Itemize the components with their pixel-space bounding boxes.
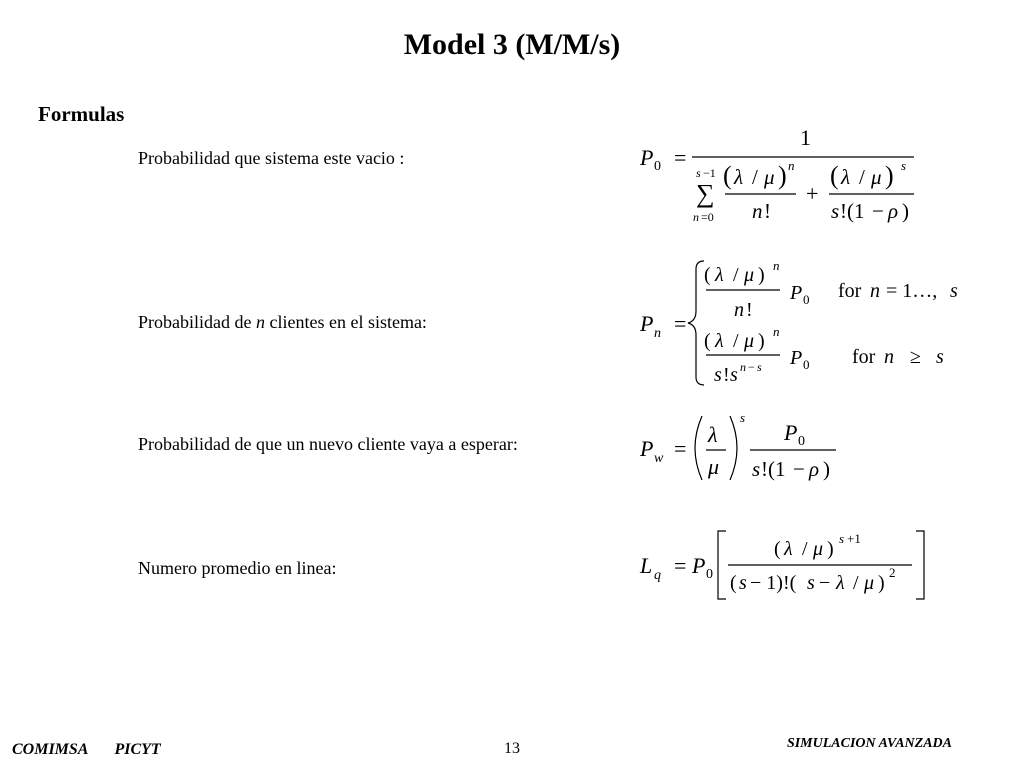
- svg-text:(: (: [723, 161, 732, 190]
- svg-text:): ): [758, 264, 765, 286]
- svg-text:n: n: [788, 158, 795, 173]
- svg-text:): ): [885, 161, 894, 190]
- svg-text:n: n: [752, 199, 763, 223]
- svg-text:+1: +1: [847, 531, 861, 546]
- slide-title: Model 3 (M/M/s): [403, 28, 621, 61]
- svg-text:λ: λ: [734, 165, 744, 189]
- svg-text:): ): [827, 538, 834, 560]
- svg-text:ρ: ρ: [888, 199, 899, 223]
- footer-org-picyt: PICYT: [114, 741, 161, 758]
- pn-description: Probabilidad de n clientes en el sistema:: [138, 312, 427, 332]
- svg-text:s: s: [807, 572, 815, 594]
- svg-text:s: s: [740, 410, 746, 425]
- svg-text:s: s: [901, 158, 907, 173]
- svg-text:μ: μ: [764, 165, 775, 189]
- svg-text:= 1…,: = 1…,: [886, 280, 938, 302]
- svg-text:P: P: [692, 553, 706, 578]
- svg-text:w: w: [654, 451, 664, 466]
- svg-text:≥: ≥: [910, 346, 921, 368]
- svg-text:0: 0: [798, 434, 805, 449]
- footer-course: SIMULACION AVANZADA: [786, 736, 952, 751]
- svg-text:!: !: [764, 199, 771, 223]
- pn-formula: [630, 255, 960, 390]
- svg-text:s: s: [831, 199, 840, 223]
- svg-text:λ: λ: [715, 330, 724, 352]
- svg-text:− 1)!(: − 1)!(: [750, 572, 797, 594]
- footer-org-comimsa: COMIMSA: [12, 741, 89, 758]
- svg-text:q: q: [654, 568, 661, 583]
- svg-text:=: =: [674, 311, 687, 336]
- svg-text:(: (: [730, 572, 737, 594]
- svg-text:P: P: [784, 420, 798, 445]
- svg-text:−1: −1: [703, 166, 716, 180]
- svg-text:=: =: [674, 436, 687, 461]
- svg-text:n: n: [773, 324, 780, 339]
- svg-text:1: 1: [800, 125, 811, 150]
- svg-text:μ: μ: [871, 165, 882, 189]
- svg-text:n: n: [740, 360, 746, 374]
- svg-text:s: s: [839, 531, 845, 546]
- svg-text:λ: λ: [784, 538, 793, 560]
- svg-text:=0: =0: [701, 210, 714, 224]
- svg-text:!(1: !(1: [840, 199, 865, 223]
- svg-text:P: P: [640, 145, 654, 170]
- svg-text:): ): [902, 199, 909, 223]
- svg-text:P: P: [640, 436, 654, 461]
- svg-text:!: !: [746, 299, 753, 321]
- svg-text:=: =: [674, 145, 687, 170]
- svg-text:(: (: [830, 161, 839, 190]
- svg-text:−: −: [872, 199, 884, 223]
- svg-text:P: P: [790, 282, 803, 304]
- svg-text:(: (: [704, 330, 711, 352]
- svg-text:/: /: [733, 264, 739, 286]
- svg-text:−: −: [793, 457, 805, 481]
- svg-text:for: for: [838, 280, 862, 302]
- svg-text:s: s: [739, 572, 747, 594]
- section-heading: Formulas: [38, 102, 125, 126]
- svg-text:P: P: [640, 311, 654, 336]
- svg-text:μ: μ: [864, 572, 875, 594]
- svg-text:): ): [778, 161, 787, 190]
- svg-text:0: 0: [654, 159, 661, 174]
- svg-text:/: /: [859, 165, 865, 189]
- svg-text:(: (: [704, 264, 711, 286]
- lq-description: Numero promedio en linea:: [138, 558, 337, 578]
- svg-text:0: 0: [706, 567, 713, 582]
- svg-text:2: 2: [889, 565, 896, 580]
- svg-text:): ): [878, 572, 885, 594]
- svg-text:μ: μ: [813, 538, 824, 560]
- svg-text:n: n: [884, 346, 894, 368]
- svg-text:/: /: [853, 572, 859, 594]
- svg-text:n: n: [693, 210, 699, 224]
- svg-text:): ): [823, 457, 830, 481]
- page-number: 13: [504, 740, 520, 757]
- svg-text:μ: μ: [744, 330, 755, 352]
- svg-text:λ: λ: [708, 422, 718, 447]
- p0-description: Probabilidad que sistema este vacio :: [138, 148, 405, 168]
- svg-text:=: =: [674, 553, 687, 578]
- svg-text:): ): [758, 330, 765, 352]
- svg-text:0: 0: [803, 292, 810, 307]
- svg-text:−: −: [748, 360, 755, 374]
- svg-text:λ: λ: [715, 264, 724, 286]
- svg-text:n: n: [654, 326, 661, 341]
- svg-text:/: /: [802, 538, 808, 560]
- svg-text:s: s: [757, 360, 762, 374]
- svg-text:s: s: [936, 346, 944, 368]
- svg-text:s: s: [752, 457, 761, 481]
- svg-text:s: s: [950, 280, 958, 302]
- svg-text:μ: μ: [708, 454, 720, 479]
- svg-text:n: n: [734, 299, 744, 321]
- svg-text:/: /: [752, 165, 758, 189]
- svg-text:ρ: ρ: [809, 457, 820, 481]
- svg-text:−: −: [819, 572, 831, 594]
- svg-text:!: !: [723, 364, 730, 386]
- svg-text:+: +: [806, 181, 819, 206]
- svg-text:n: n: [773, 258, 780, 273]
- lq-formula: [630, 525, 940, 605]
- pw-formula: [630, 408, 860, 488]
- svg-text:/: /: [733, 330, 739, 352]
- svg-text:L: L: [640, 553, 653, 578]
- svg-text:s: s: [714, 364, 722, 386]
- svg-text:P: P: [790, 347, 803, 369]
- svg-text:λ: λ: [836, 572, 845, 594]
- svg-text:μ: μ: [744, 264, 755, 286]
- svg-text:s: s: [730, 364, 738, 386]
- svg-text:!(1: !(1: [761, 457, 786, 481]
- p0-formula: [630, 120, 930, 230]
- svg-text:for: for: [852, 346, 876, 368]
- svg-text:(: (: [774, 538, 781, 560]
- pw-description: Probabilidad de que un nuevo cliente vaya a esperar:: [138, 434, 518, 454]
- svg-text:λ: λ: [841, 165, 851, 189]
- svg-text:0: 0: [803, 357, 810, 372]
- svg-text:n: n: [870, 280, 880, 302]
- svg-text:s: s: [696, 166, 701, 180]
- svg-text:∑: ∑: [696, 179, 715, 208]
